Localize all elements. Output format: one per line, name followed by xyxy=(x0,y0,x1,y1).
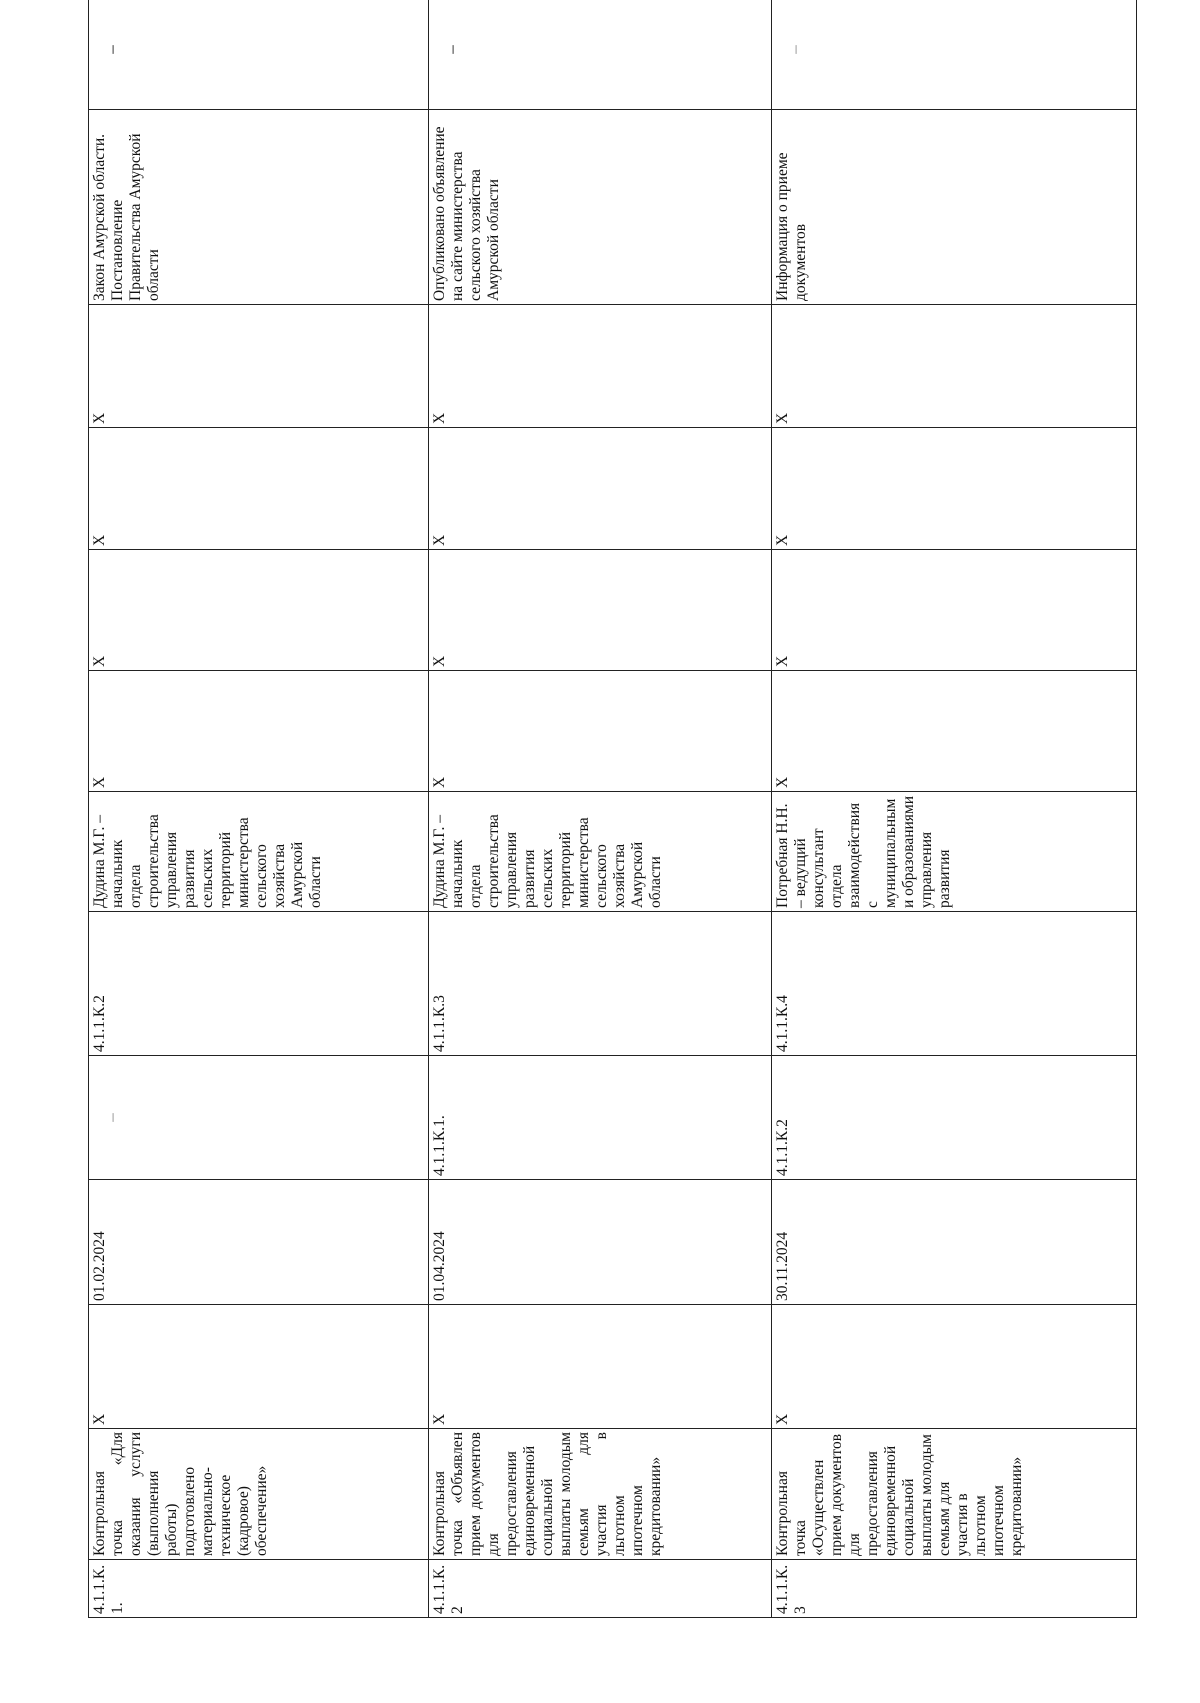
cell-x: Х xyxy=(429,428,772,550)
cell-x: Х xyxy=(429,550,772,671)
responsible-cell: Дудина М.Г. – начальник отдела строительства управления развития сельских территорий министерства сельского хозяйства Амурской области xyxy=(89,792,429,912)
control-points-table xyxy=(88,0,1137,1618)
predecessor-cell: – xyxy=(89,1056,429,1180)
predecessor-cell: 4.1.1.К.2 xyxy=(772,1056,1137,1180)
last-cell: – xyxy=(89,0,429,110)
rotated-page xyxy=(88,45,1136,1618)
last-cell: – xyxy=(772,0,1137,110)
responsible-cell: Потребная Н.Н. – ведущий консультант отдела взаимодействия с муниципальными образованиями управления развития xyxy=(772,792,1137,912)
cell-x: Х xyxy=(772,671,1137,792)
table-row xyxy=(89,0,429,1618)
control-point-name: Контрольная точка «Для оказания услуги (выполнения работы) подготовлено материально-техническое (кадровое) обеспечение» xyxy=(89,1429,429,1560)
responsible-cell: Дудина М.Г. – начальник отдела строительства управления развития сельских территорий министерства сельского хозяйства Амурской области xyxy=(429,792,772,912)
table-row xyxy=(772,0,1137,1618)
successor-cell: 4.1.1.К.4 xyxy=(772,912,1137,1056)
cell-x: Х xyxy=(772,305,1137,428)
date-cell: 01.04.2024 xyxy=(429,1180,772,1305)
successor-cell: 4.1.1.К.3 xyxy=(429,912,772,1056)
table-row xyxy=(429,0,772,1618)
cell-x: Х xyxy=(89,671,429,792)
successor-cell: 4.1.1.К.2 xyxy=(89,912,429,1056)
cell-x: Х xyxy=(89,550,429,671)
document-cell: Опубликовано объявление на сайте министерства сельского хозяйства Амурской области xyxy=(429,110,772,305)
predecessor-cell: 4.1.1.К.1. xyxy=(429,1056,772,1180)
cell-x: Х xyxy=(429,305,772,428)
cell-x: Х xyxy=(429,1305,772,1429)
date-cell: 01.02.2024 xyxy=(89,1180,429,1305)
cell-x: Х xyxy=(772,1305,1137,1429)
last-cell: – xyxy=(429,0,772,110)
document-cell: Закон Амурской области. Постановление Правительства Амурской области xyxy=(89,110,429,305)
cell-x: Х xyxy=(89,305,429,428)
cell-x: Х xyxy=(89,428,429,550)
document-cell: Информация о приеме документов xyxy=(772,110,1137,305)
control-point-name: Контрольная точка «Осуществлен прием документов для предоставления единовременной социальной выплаты молодым семьям для участия в льготном ипотечном кредитовании» xyxy=(772,1429,1137,1560)
row-number: 4.1.1.К.3 xyxy=(772,1560,1137,1618)
row-number: 4.1.1.К.1. xyxy=(89,1560,429,1618)
cell-x: Х xyxy=(429,671,772,792)
cell-x: Х xyxy=(89,1305,429,1429)
cell-x: Х xyxy=(772,428,1137,550)
row-number: 4.1.1.К.2 xyxy=(429,1560,772,1618)
control-point-name: Контрольная точка «Объявлен прием документов для предоставления единовременной социальной выплаты молодым семьям для участия в льготном ипотечном кредитовании» xyxy=(429,1429,772,1560)
date-cell: 30.11.2024 xyxy=(772,1180,1137,1305)
cell-x: Х xyxy=(772,550,1137,671)
